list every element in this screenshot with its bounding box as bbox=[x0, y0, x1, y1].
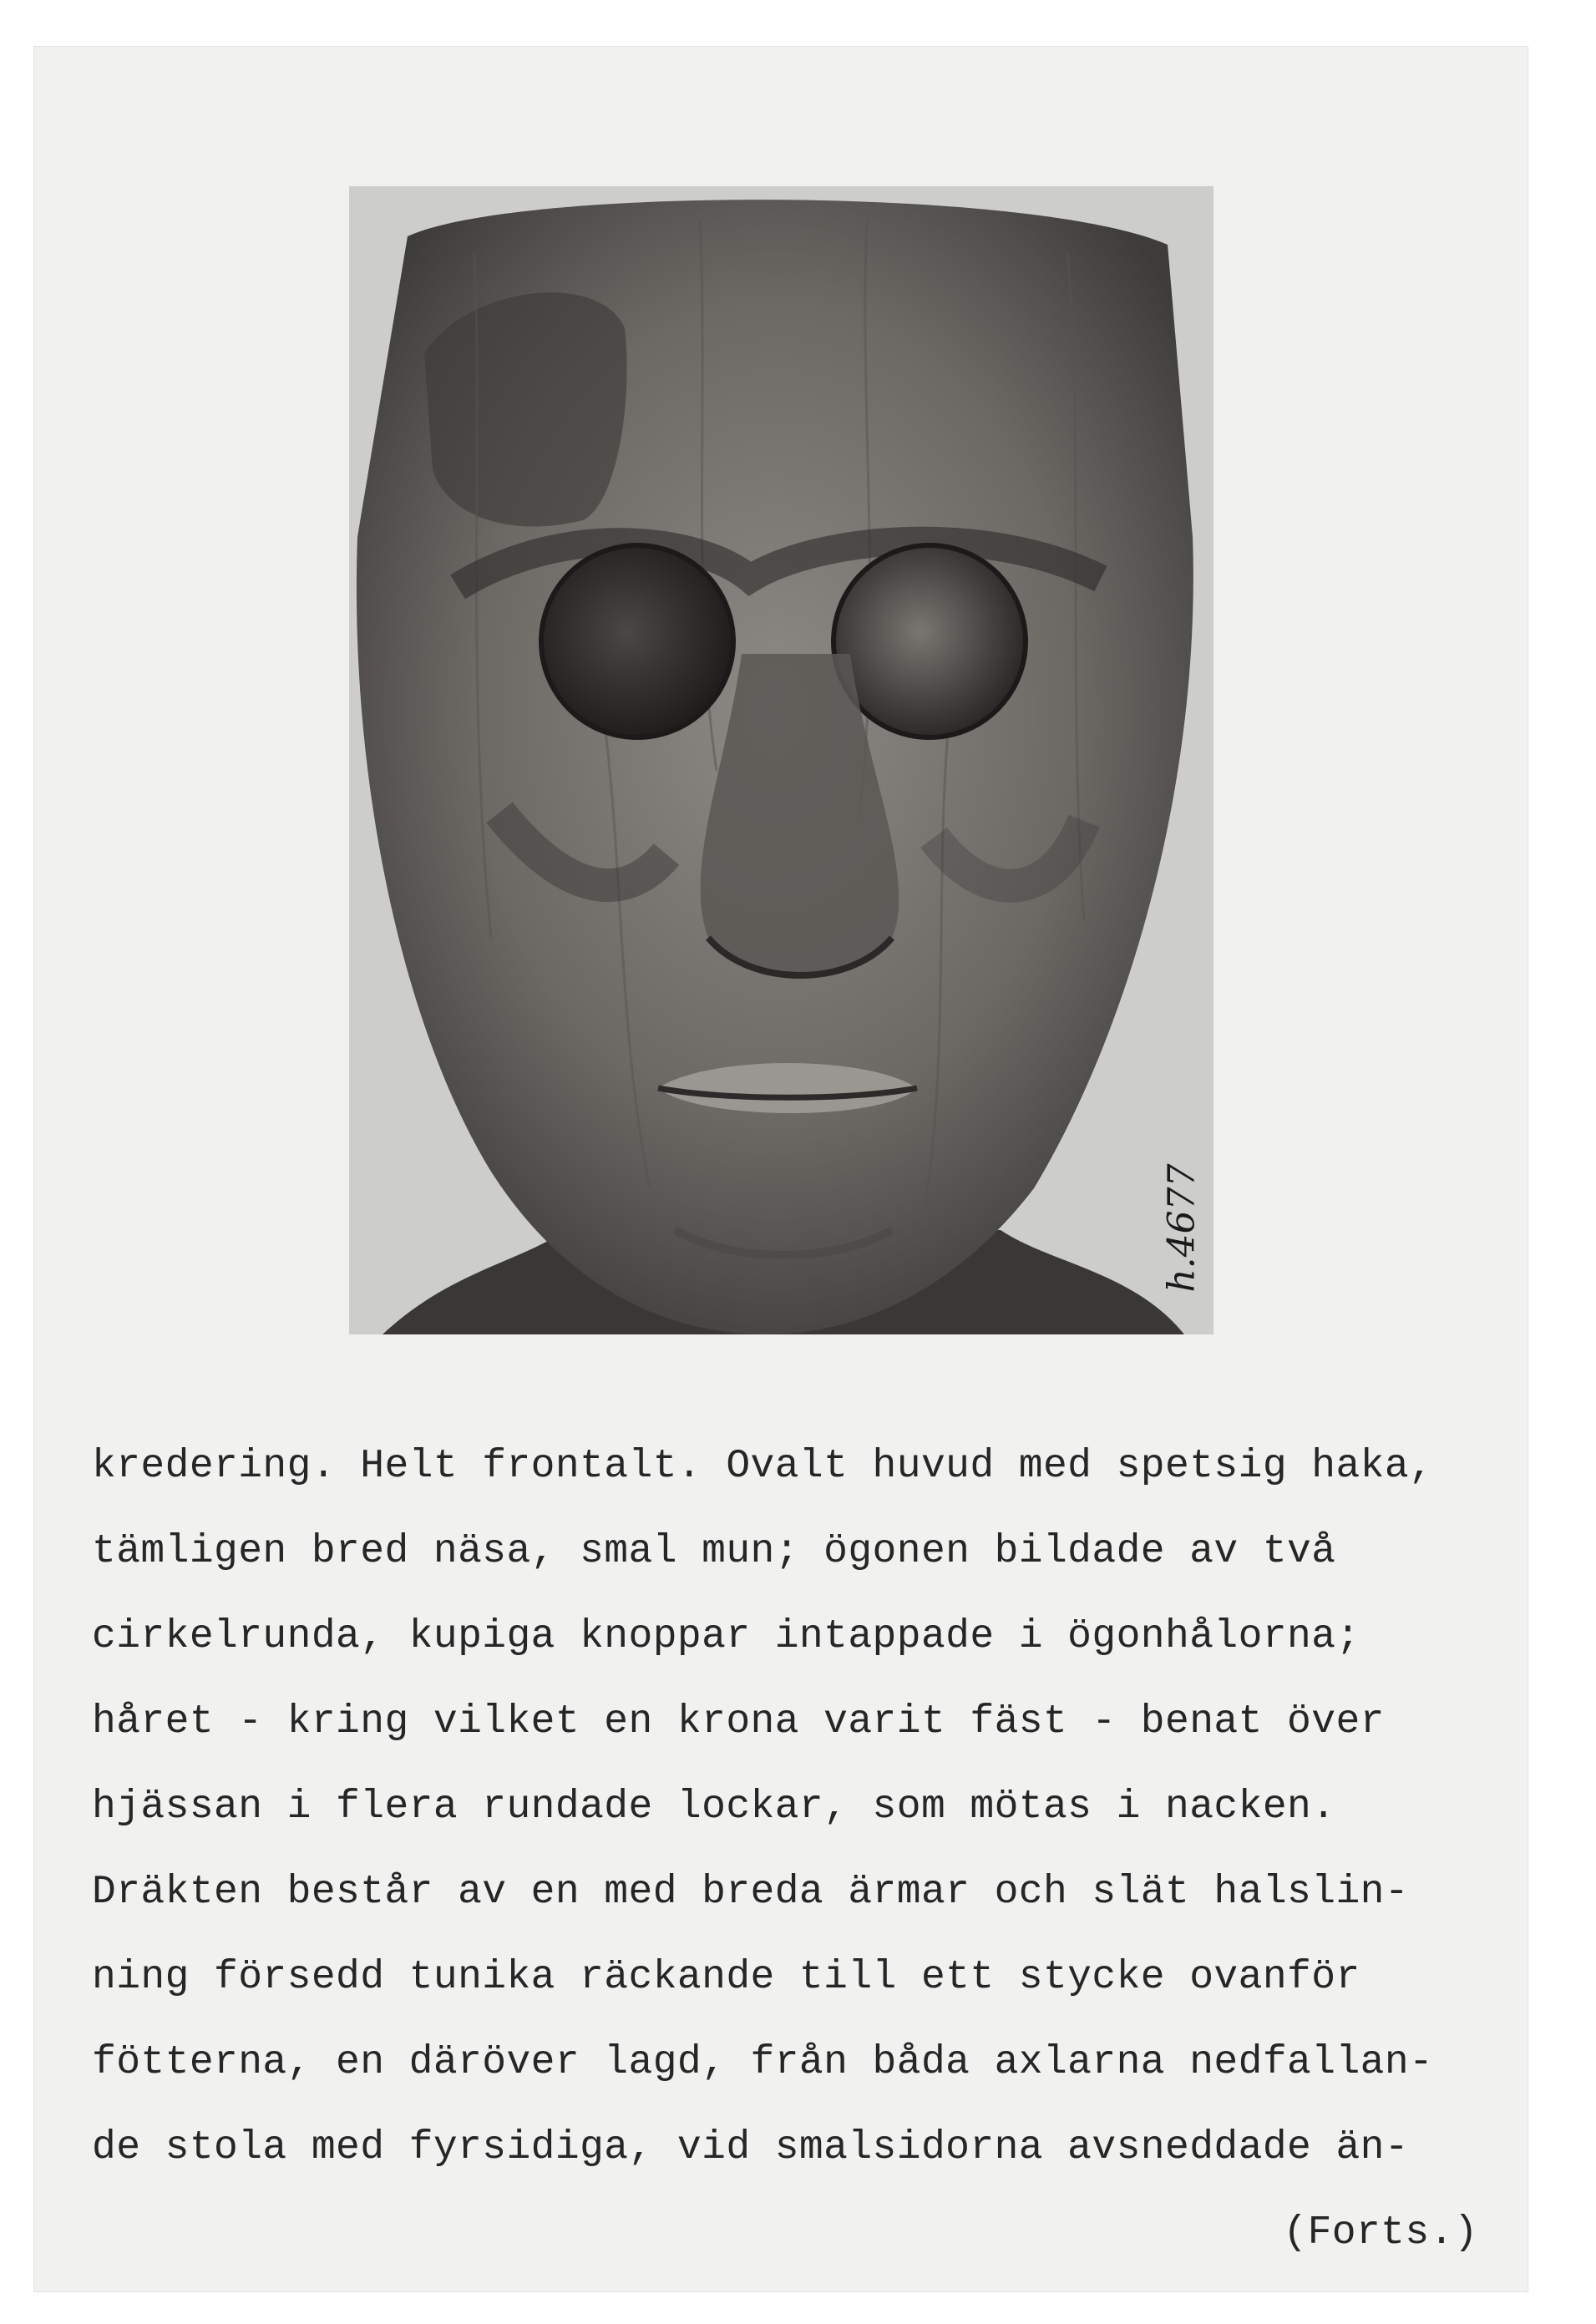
typewritten-description bbox=[92, 1424, 1528, 2276]
continuation-note: (Forts.) bbox=[1283, 2210, 1478, 2256]
text-line: tämligen bred näsa, smal mun; ögonen bildade av två bbox=[92, 1529, 1336, 1574]
sculpture-photograph bbox=[349, 186, 1213, 1334]
text-line: hjässan i flera rundade lockar, som mötas i nacken. bbox=[92, 1785, 1336, 1830]
text-line: de stola med fyrsidiga, vid smalsidorna avsneddade än- bbox=[92, 2125, 1410, 2170]
text-line: håret - kring vilket en krona varit fäst - benat över bbox=[92, 1699, 1385, 1744]
archive-card bbox=[33, 46, 1528, 2292]
text-line: ning försedd tunika räckande till ett stycke ovanför bbox=[92, 1955, 1360, 2000]
wooden-head-image bbox=[349, 186, 1213, 1334]
text-line: cirkelrunda, kupiga knoppar intappade i ögonhålorna; bbox=[92, 1614, 1360, 1659]
text-line: fötterna, en däröver lagd, från båda axlarna nedfallan- bbox=[92, 2040, 1434, 2085]
text-line: kredering. Helt frontalt. Ovalt huvud med spetsig haka, bbox=[92, 1444, 1434, 1489]
text-line: Dräkten består av en med breda ärmar och slät halslin- bbox=[92, 1870, 1410, 1915]
accession-number: h.4677 bbox=[1160, 1162, 1203, 1293]
